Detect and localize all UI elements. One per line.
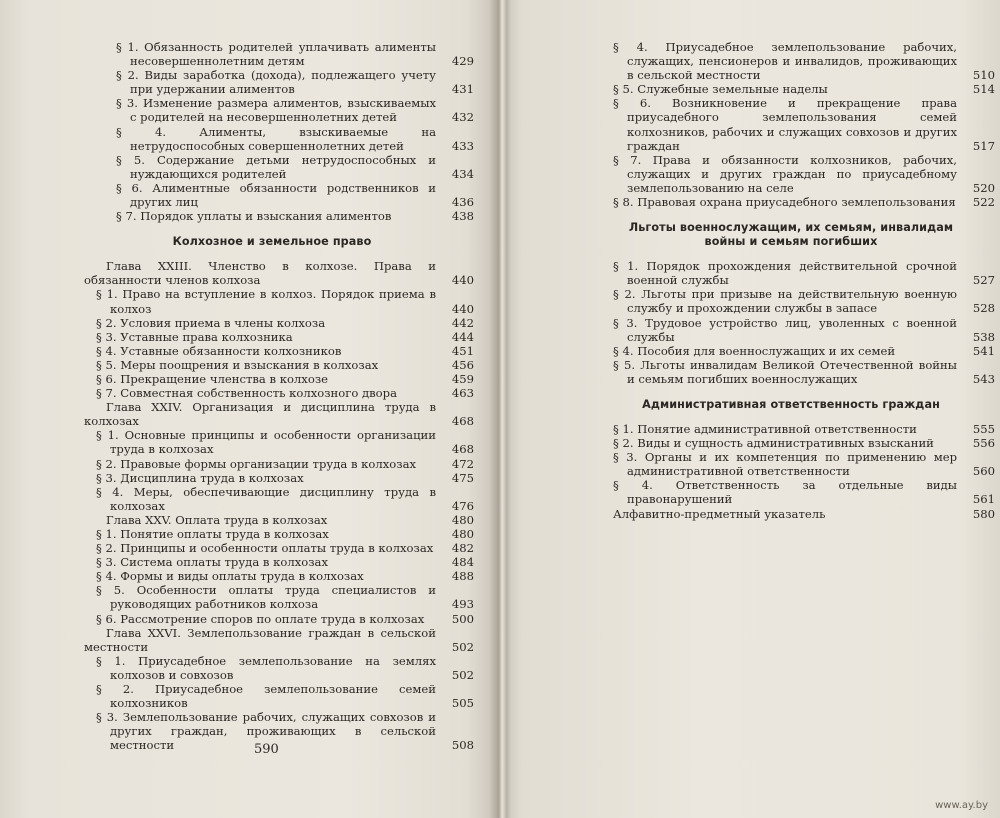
toc-entry: § 4. Пособия для военнослужащих и их семей 541 <box>613 343 995 358</box>
toc-entry: § 4. Алименты, взыскиваемые на нетрудоспособных совершеннолетних детей 433 <box>116 124 474 153</box>
page-ref: 476 <box>451 498 474 513</box>
toc-entry: § 2. Принципы и особенности оплаты труда в колхозах 482 <box>96 541 474 556</box>
chapter-24 <box>84 400 480 513</box>
page-ref: 543 <box>972 371 995 386</box>
toc-entry: § 1. Основные принципы и особенности организации труда в колхозах 468 <box>96 428 474 457</box>
page-ref: 440 <box>451 301 474 316</box>
page-ref: 500 <box>451 611 474 626</box>
page-ref: 444 <box>451 329 474 344</box>
chapter-title: Глава XXV. Оплата труда в колхозах 480 <box>106 512 474 527</box>
page-ref: 480 <box>451 527 474 541</box>
page-ref: 488 <box>451 569 474 584</box>
toc-entry: § 5. Содержание детьми нетрудоспособных и нуждающихся родителей 434 <box>116 152 474 181</box>
book-gutter <box>489 0 511 818</box>
toc-entry: § 7. Совместная собственность колхозного двора 463 <box>96 386 474 401</box>
toc-entry: § 8. Правовая охрана приусадебного землепользования 522 <box>613 195 995 210</box>
page-ref: 451 <box>451 343 474 358</box>
section-heading: Льготы военнослужащим, их семьям, инвалидам войны и семьям погибших <box>628 221 954 249</box>
page-number: 590 <box>254 742 279 757</box>
toc-entry: § 4. Уставные обязанности колхозников 451 <box>96 343 474 358</box>
toc-entry: § 1. Понятие административной ответственности 555 <box>613 421 995 436</box>
right-toc <box>601 40 1000 521</box>
toc-entry: § 3. Дисциплина труда в колхозах 475 <box>96 470 474 485</box>
toc-entry: § 4. Меры, обеспечивающие дисциплину труда в колхозах 476 <box>96 484 474 513</box>
toc-entry: § 6. Возникновение и прекращение права приусадебного землепользования семей колхозников, рабочих и служащих совхозов и других граждан 517 <box>613 96 995 153</box>
toc-entry: § 3. Уставные права колхозника 444 <box>96 329 474 344</box>
toc-entry: § 3. Органы и их компетенция по применению мер административной ответственности 560 <box>613 450 995 479</box>
page-ref: 560 <box>972 464 995 479</box>
section-heading: Административная ответственность граждан <box>642 397 940 411</box>
toc-entry: § 6. Рассмотрение споров по оплате труда в колхозах 500 <box>96 611 474 626</box>
page-ref: 502 <box>451 639 474 654</box>
toc-entry: § 7. Порядок уплаты и взыскания алиментов 438 <box>116 209 474 224</box>
page-ref: 556 <box>972 436 995 451</box>
page-ref: 440 <box>451 273 474 288</box>
toc-entry: § 6. Алиментные обязанности родственников и других лиц 436 <box>116 180 474 210</box>
toc-entry: § 5. Льготы инвалидам Великой Отечественной войны и семьям погибших военнослужащих 543 <box>613 357 995 386</box>
page-ref: 468 <box>451 414 474 429</box>
page-ref: 520 <box>972 180 995 195</box>
chapter-26 <box>84 626 480 753</box>
toc-entry: § 6. Прекращение членства в колхозе 459 <box>96 371 474 386</box>
page-ref: 517 <box>972 138 995 153</box>
page-ref: 493 <box>451 597 474 612</box>
toc-entry: § 3. Трудовое устройство лиц, уволенных с военной службы 538 <box>613 315 995 344</box>
toc-entry: § 1. Право на вступление в колхоз. Порядок приема в колхоз 440 <box>96 287 474 316</box>
right-page <box>497 0 1000 818</box>
page-ref: 541 <box>972 343 995 358</box>
page-ref: 480 <box>451 512 474 527</box>
toc-entry: § 2. Виды заработка (дохода), подлежащего учету при удержании алиментов 431 <box>116 68 474 97</box>
page-ref: 436 <box>451 195 474 210</box>
page-ref: 433 <box>451 138 474 153</box>
page-ref: 429 <box>451 54 474 69</box>
chapter-title: Глава XXIII. Членство в колхозе. Права и обязанности членов колхоза 440 <box>84 259 474 288</box>
page-ref: 528 <box>972 301 995 316</box>
page-ref: 505 <box>451 696 474 711</box>
chapter-title: Глава XXVI. Землепользование граждан в сельской местности 502 <box>84 625 474 654</box>
section-heading: Колхозное и земельное право <box>172 235 372 249</box>
toc-entry: § 3. Землепользование рабочих, служащих совхозов и других граждан, проживающих в сельской местности 508 <box>96 710 474 753</box>
admin-list <box>601 422 1000 521</box>
toc-entry: § 1. Понятие оплаты труда в колхозах 480 <box>96 527 474 541</box>
chapter-title: Глава XXIV. Организация и дисциплина труда в колхозах 468 <box>84 400 474 429</box>
toc-entry: § 3. Изменение размера алиментов, взыскиваемых с родителей на несовершеннолетних детей 432 <box>116 96 474 125</box>
chapter-23 <box>84 259 480 400</box>
page-ref: 502 <box>451 667 474 682</box>
page-ref: 538 <box>972 329 995 344</box>
toc-entry: § 4. Формы и виды оплаты труда в колхозах 488 <box>96 569 474 584</box>
alimony-list <box>84 40 480 223</box>
military-list <box>601 259 1000 386</box>
page-ref: 522 <box>972 195 995 210</box>
toc-entry: § 7. Права и обязанности колхозников, рабочих, служащих и других граждан по приусадебному землепользованию на селе 520 <box>613 152 995 195</box>
toc-entry: § 3. Система оплаты труда в колхозах 484 <box>96 555 474 570</box>
page-ref: 510 <box>972 68 995 83</box>
toc-entry: § 2. Льготы при призыве на действительную военную службу и прохождении службы в запасе 528 <box>613 287 995 316</box>
page-ref: 434 <box>451 166 474 181</box>
page-ref: 475 <box>451 470 474 485</box>
toc-entry: § 4. Ответственность за отдельные виды правонарушений 561 <box>613 478 995 507</box>
page-ref: 484 <box>451 555 474 570</box>
page-ref: 442 <box>451 315 474 330</box>
toc-entry: § 4. Приусадебное землепользование рабочих, служащих, пенсионеров и инвалидов, проживающих в сельской местности 510 <box>613 40 995 83</box>
page-ref: 561 <box>972 492 995 507</box>
page-ref: 432 <box>451 110 474 125</box>
land-list <box>601 40 1000 209</box>
page-ref: 459 <box>451 371 474 386</box>
toc-entry: § 2. Приусадебное землепользование семей колхозников 505 <box>96 682 474 711</box>
toc-entry: § 1. Порядок прохождения действительной срочной военной службы 527 <box>613 259 995 288</box>
page-ref: 514 <box>972 82 995 97</box>
toc-entry: § 5. Служебные земельные наделы 514 <box>613 82 995 97</box>
chapter-25 <box>84 513 480 626</box>
page-ref: 482 <box>451 541 474 556</box>
toc-entry-index: Алфавитно-предметный указатель 580 <box>613 506 995 521</box>
page-ref: 438 <box>451 209 474 224</box>
page-ref: 456 <box>451 357 474 372</box>
page-ref: 463 <box>451 386 474 401</box>
page-ref: 431 <box>451 82 474 97</box>
left-toc <box>84 40 480 753</box>
toc-entry: § 5. Меры поощрения и взыскания в колхозах 456 <box>96 357 474 372</box>
toc-entry: § 2. Виды и сущность административных взысканий 556 <box>613 436 995 451</box>
page-ref: 508 <box>451 738 474 753</box>
toc-entry: § 2. Правовые формы организации труда в колхозах 472 <box>96 456 474 471</box>
left-page <box>0 0 497 818</box>
page-ref: 527 <box>972 273 995 288</box>
toc-entry: § 2. Условия приема в члены колхоза 442 <box>96 315 474 330</box>
page-ref: 555 <box>972 421 995 436</box>
toc-entry: § 5. Особенности оплаты труда специалистов и руководящих работников колхоза 493 <box>96 583 474 612</box>
page-ref: 472 <box>451 456 474 471</box>
page-ref: 580 <box>972 506 995 521</box>
page-ref: 468 <box>451 442 474 457</box>
toc-entry: § 1. Обязанность родителей уплачивать алименты несовершеннолетним детям 429 <box>116 40 474 69</box>
watermark: www.ay.by <box>935 800 988 811</box>
toc-entry: § 1. Приусадебное землепользование на землях колхозов и совхозов 502 <box>96 653 474 682</box>
